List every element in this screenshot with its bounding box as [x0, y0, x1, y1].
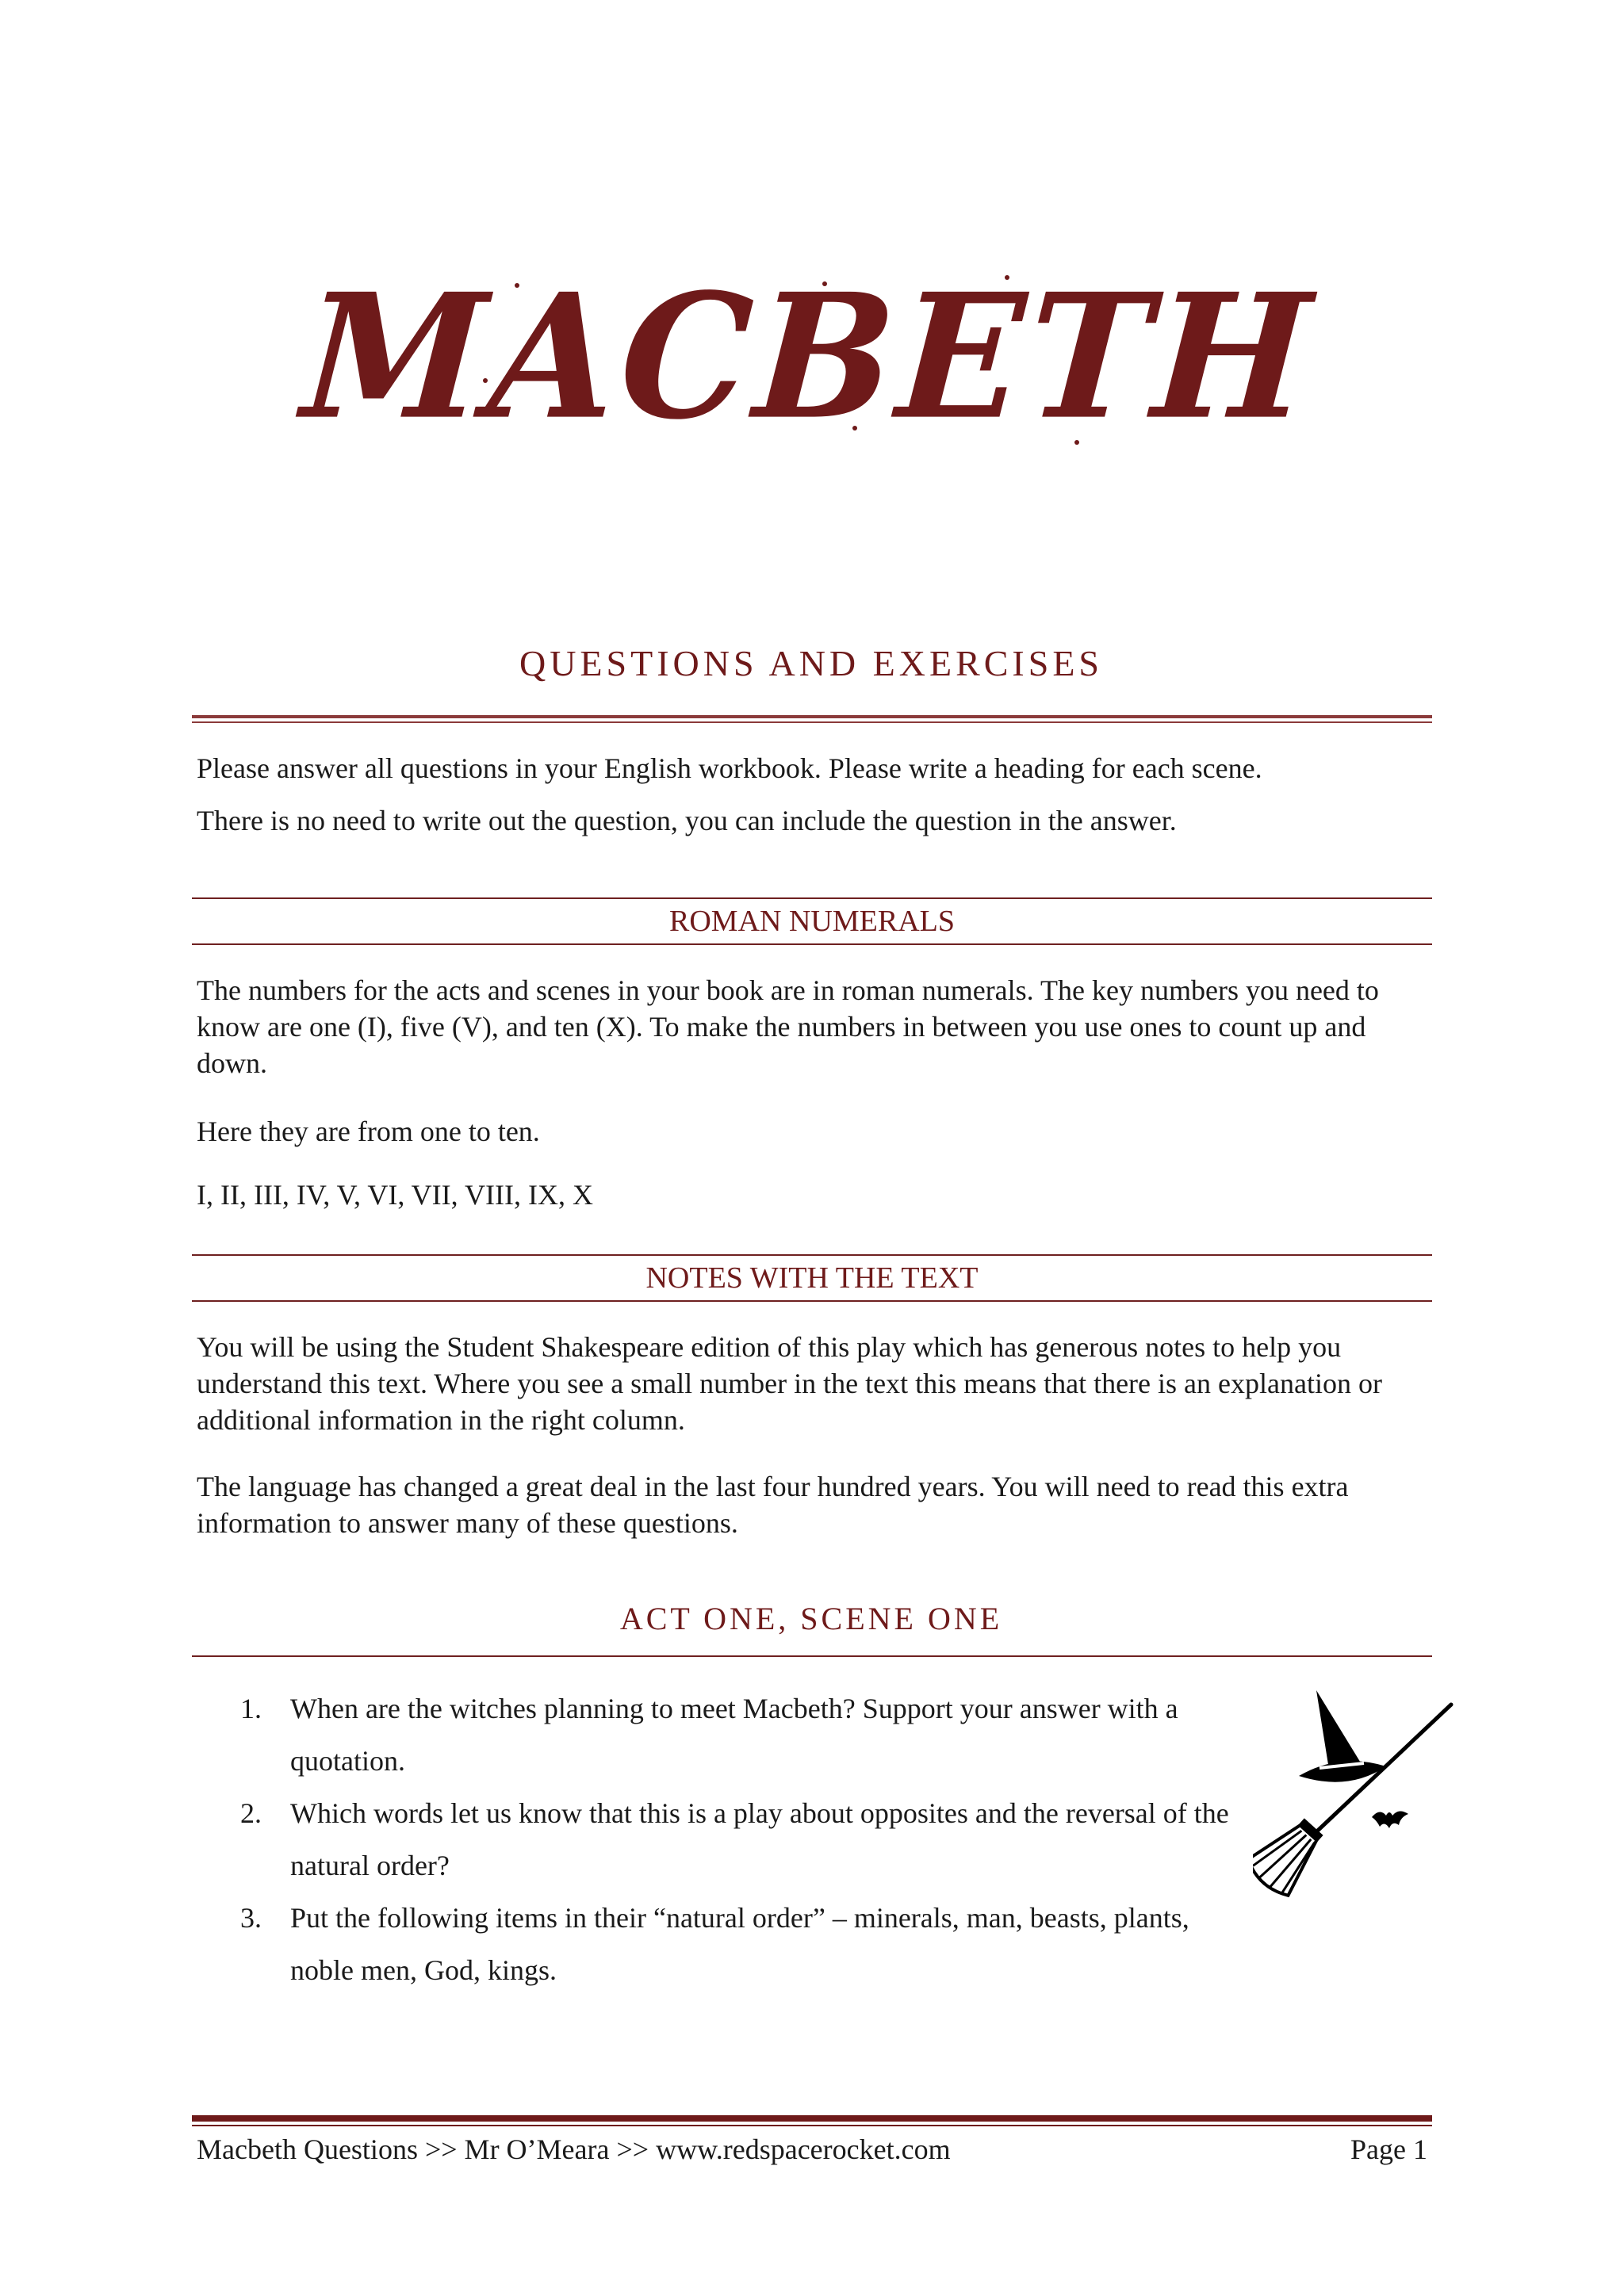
section-header-notes — [192, 1254, 1432, 1302]
intro-line-1: Please answer all questions in your English workbook. Please write a heading for each scene. — [197, 752, 1262, 784]
notes-para-2: The language has changed a great deal in the last four hundred years. You will need to read this extra information to answer many of these questions. — [197, 1471, 1349, 1539]
question-text: Which words let us know that this is a play about opposites and the reversal of the natural order? — [290, 1797, 1229, 1881]
notes-para-1: You will be using the Student Shakespeare edition of this play which has generous notes to help you understand this text. Where you see a small number in the text this means that there is an explanation or additional information in the right column. — [197, 1331, 1382, 1436]
question-item — [197, 1787, 1243, 1892]
question-item — [197, 1892, 1243, 1996]
title-divider — [192, 715, 1432, 723]
macbeth-logo — [297, 255, 1320, 458]
roman-para-3: I, II, III, IV, V, VI, VII, VIII, IX, X — [197, 1179, 593, 1211]
question-item — [197, 1682, 1243, 1787]
logo-title: MACBETH — [297, 255, 1320, 458]
question-number: 3. — [240, 1902, 262, 1934]
section-title: NOTES WITH THE TEXT — [645, 1261, 979, 1295]
page-number: Page 1 — [1350, 2133, 1427, 2165]
witch-hat-broom-icon — [1253, 1681, 1459, 1919]
question-text: When are the witches planning to meet Macbeth? Support your answer with a quotation. — [290, 1693, 1178, 1777]
footer-divider — [192, 2115, 1432, 2126]
bat-icon — [1372, 1811, 1408, 1828]
question-number: 2. — [240, 1797, 262, 1829]
footer-text: Macbeth Questions >> Mr O’Meara >> www.redspacerocket.com — [197, 2133, 951, 2165]
roman-para-2: Here they are from one to ten. — [197, 1115, 540, 1147]
question-text: Put the following items in their “natural order” – minerals, man, beasts, plants, noble men, God, kings. — [290, 1902, 1189, 1986]
intro-line-2: There is no need to write out the question, you can include the question in the answer. — [197, 805, 1177, 836]
section-header-roman-numerals — [192, 897, 1432, 945]
act-divider — [192, 1655, 1432, 1657]
roman-para-1: The numbers for the acts and scenes in your book are in roman numerals. The key numbers you need to know are one (I), five (V), and ten (X). To make the numbers in between you use ones to count up and down. — [197, 974, 1379, 1079]
question-list — [197, 1682, 1243, 1996]
question-number: 1. — [240, 1693, 262, 1724]
act-one-scene-one-heading: ACT ONE, SCENE ONE — [619, 1601, 1003, 1636]
section-title: ROMAN NUMERALS — [669, 905, 955, 938]
page-title: QUESTIONS AND EXERCISES — [519, 643, 1104, 683]
